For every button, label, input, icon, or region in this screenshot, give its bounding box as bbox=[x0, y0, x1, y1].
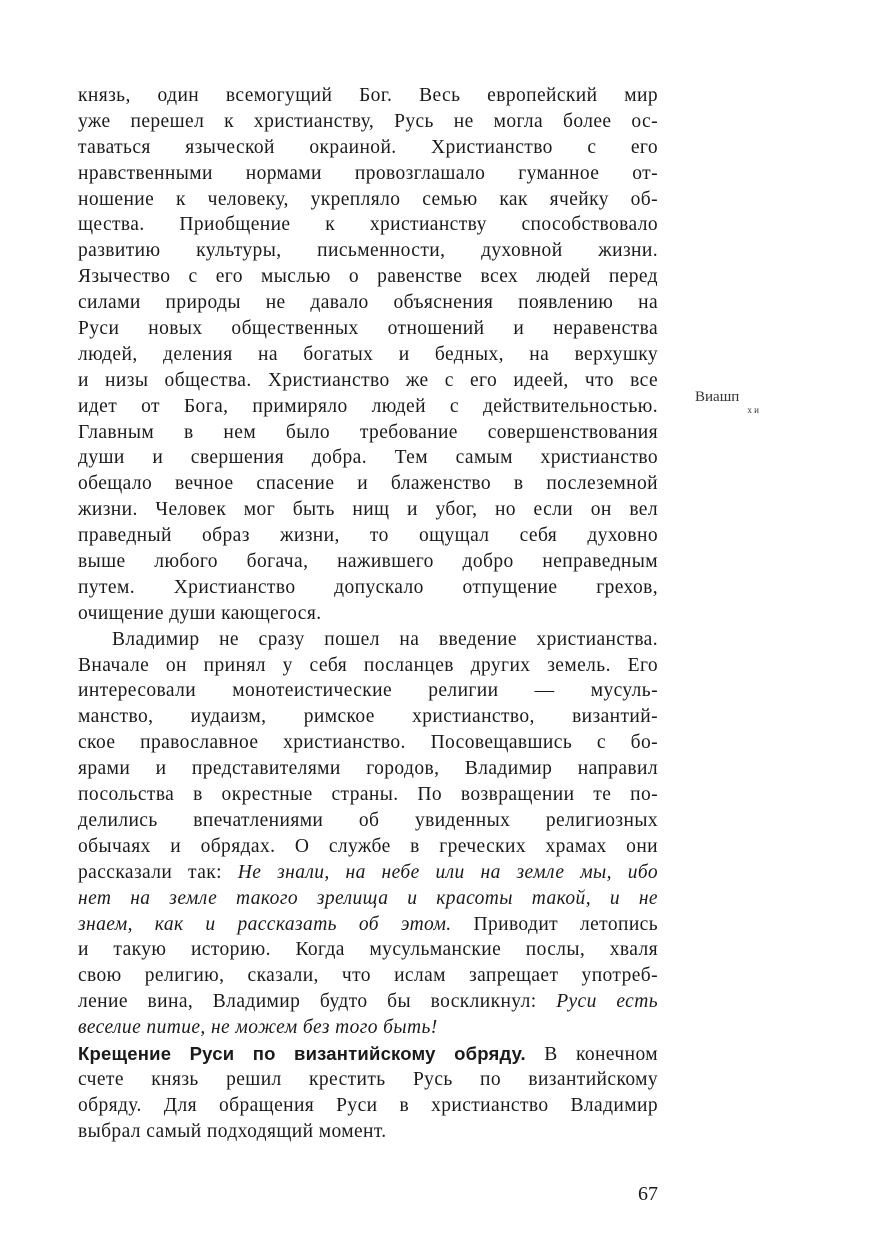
text-line: ярами и представителями городов, Владимир направил bbox=[78, 758, 658, 780]
text-line: делились впечатлениями об увиденных религиозных bbox=[78, 809, 658, 831]
text-line: очищение души кающегося. bbox=[78, 602, 322, 624]
margin-note-sub: х и bbox=[747, 405, 759, 415]
text-line: жизни. Человек мог быть нищ и убог, но если он вел bbox=[78, 499, 658, 521]
text-line: людей, деления на богатых и бедных, на верхушку bbox=[78, 343, 658, 365]
text-line: обряду. Для обращения Руси в христианство Владимир bbox=[78, 1094, 658, 1116]
text-line: путем. Христианство допускало отпущение грехов, bbox=[78, 576, 658, 598]
text-line: выбрал самый подходящий момент. bbox=[78, 1120, 387, 1142]
section-heading: Крещение Руси по византийскому обряду. bbox=[78, 1042, 526, 1064]
text-line-mixed bbox=[78, 989, 658, 1015]
text-line: праведный образ жизни, то ощущал себя духовно bbox=[78, 525, 658, 547]
text-line: Главным в нем было требование совершенствования bbox=[78, 421, 658, 443]
page-number: 67 bbox=[638, 1183, 658, 1205]
text-line: выше любого богача, нажившего добро неправедным bbox=[78, 551, 658, 573]
text-line: уже перешел к христианству, Русь не могла более ос- bbox=[78, 110, 658, 132]
chronicle-quote: знаем, как и рассказать об этом. bbox=[78, 913, 452, 935]
text-line: обычаях и обрядах. О службе в греческих храмах они bbox=[78, 835, 658, 857]
text-line: Руси новых общественных отношений и неравенства bbox=[78, 318, 658, 340]
text-line: идет от Бога, примиряло людей с действительностью. bbox=[78, 395, 658, 417]
text-line: Язычество с его мыслью о равенстве всех людей перед bbox=[78, 266, 658, 288]
text-line: щества. Приобщение к христианству способствовало bbox=[78, 214, 658, 236]
text-line: князь, один всемогущий Бог. Весь европейский мир bbox=[78, 85, 658, 106]
text-line: и низы общества. Христианство же с его идеей, что все bbox=[78, 369, 658, 391]
text-line: нравственными нормами провозглашало гуманное от- bbox=[78, 162, 658, 184]
text-line: посольства в окрестные страны. По возвращении те по- bbox=[78, 784, 658, 806]
text-line: интересовали монотеистические религии — мусуль- bbox=[78, 680, 658, 702]
plain-text: В конечном bbox=[525, 1043, 658, 1065]
plain-text: Приводит летопись bbox=[451, 913, 658, 935]
text-line: ское православное христианство. Посовещавшись с бо- bbox=[78, 732, 658, 754]
text-line: ношение к человеку, укрепляло семью как ячейку об- bbox=[78, 188, 658, 210]
body-text bbox=[78, 83, 658, 1145]
text-line: счете князь решил крестить Русь по византийскому bbox=[78, 1068, 658, 1090]
paragraph-first-line: Владимир не сразу пошел на введение христианства. bbox=[112, 628, 658, 650]
chronicle-quote-line: нет на земле такого зрелища и красоты такой, и не bbox=[78, 887, 658, 909]
text-line: и такую историю. Когда мусульманские послы, хваля bbox=[78, 939, 658, 961]
text-line: свою религию, сказали, что ислам запрещает употреб- bbox=[78, 965, 658, 987]
text-line-mixed bbox=[78, 860, 658, 886]
text-line: обещало вечное спасение и блаженство в послеземной bbox=[78, 473, 658, 495]
text-line: силами природы не давало объяснения появлению на bbox=[78, 292, 658, 314]
text-line-mixed bbox=[78, 912, 658, 938]
section-line bbox=[78, 1041, 658, 1067]
text-line: Вначале он принял у себя посланцев других земель. Его bbox=[78, 654, 658, 676]
plain-text: ление вина, Владимир будто бы воскликнул: bbox=[78, 991, 557, 1013]
margin-note bbox=[695, 390, 765, 415]
text-line: манство, иудаизм, римское христианство, византий- bbox=[78, 706, 658, 728]
text-line: души и свершения добра. Тем самым христианство bbox=[78, 447, 658, 469]
vladimir-quote: Руси есть bbox=[556, 991, 658, 1013]
vladimir-quote-line: веселие питие, не можем без того быть! bbox=[78, 1017, 438, 1039]
chronicle-quote: Не знали, на небе или на земле мы, ибо bbox=[237, 861, 659, 883]
margin-note-main: Виашп bbox=[695, 389, 740, 405]
plain-text: рассказали так: bbox=[78, 861, 238, 883]
text-line: таваться языческой окраиной. Христианство с его bbox=[78, 136, 658, 158]
text-line: развитию культуры, письменности, духовной жизни. bbox=[78, 240, 658, 262]
